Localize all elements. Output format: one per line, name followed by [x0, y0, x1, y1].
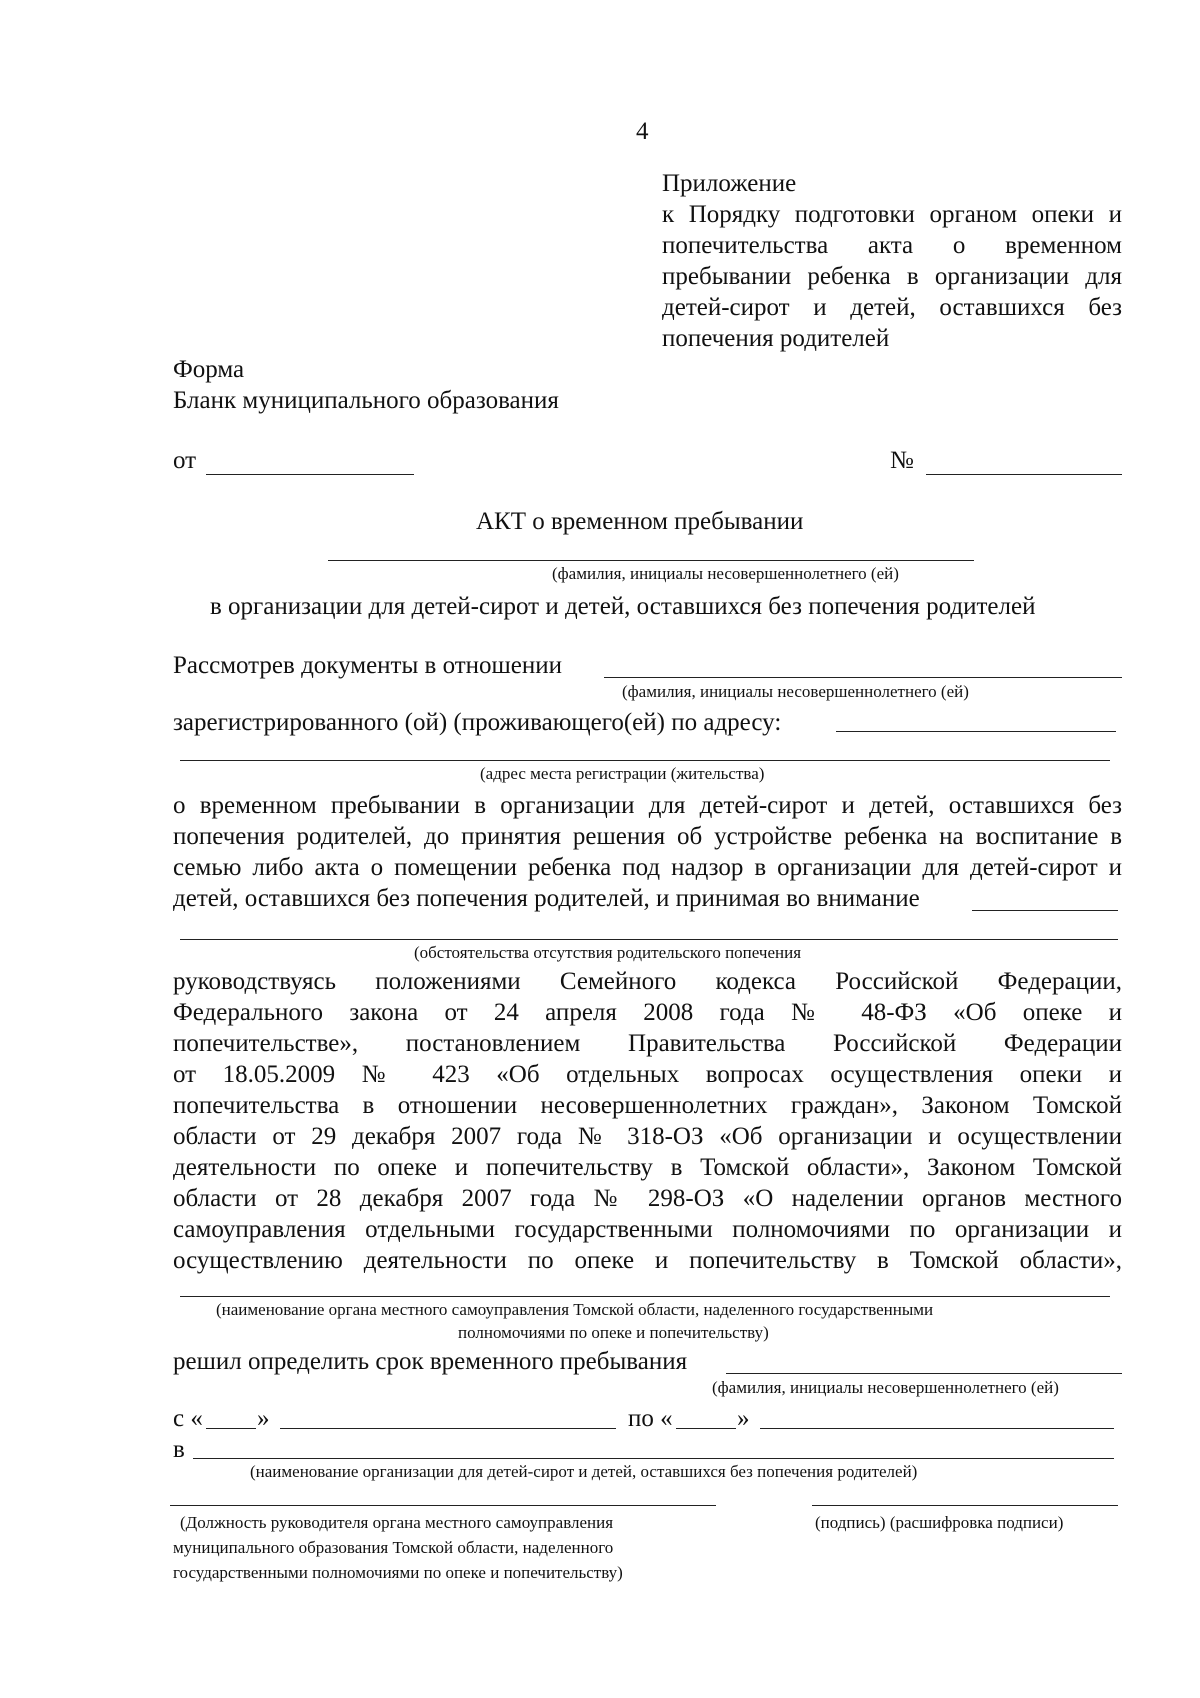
signature-line[interactable] — [812, 1505, 1118, 1506]
appendix-line: попечения родителей — [662, 325, 890, 352]
appendix-title: Приложение — [662, 170, 797, 197]
act-title: АКТ о временном пребывании — [476, 508, 804, 535]
considered-name-line[interactable] — [604, 677, 1122, 678]
appendix-line: детей-сирот и детей, оставшихся без — [662, 294, 1122, 321]
caption-minor-name-3: (фамилия, инициалы несовершеннолетнего (ей) — [712, 1378, 1059, 1397]
number-field-line[interactable] — [926, 474, 1122, 475]
paragraph1-line: попечения родителей, до принятия решения об устройстве ребенка на воспитание в — [173, 823, 1122, 850]
decided-name-line[interactable] — [726, 1373, 1122, 1374]
caption-org-name: (наименование организации для детей-сирот и детей, оставшихся без попечения родителей) — [250, 1462, 918, 1481]
paragraph1-last-line: детей, оставшихся без попечения родителей, и принимая во внимание — [173, 885, 920, 912]
caption-position: (Должность руководителя органа местного самоуправления — [180, 1513, 614, 1532]
caption-position: муниципального образования Томской области, наделенного — [173, 1538, 614, 1557]
caption-organ-2: полномочиями по опеке и попечительству) — [458, 1323, 769, 1342]
date-prefix: от — [173, 447, 197, 474]
caption-signature: (подпись) (расшифровка подписи) — [815, 1513, 1064, 1532]
from-day-line[interactable] — [206, 1428, 256, 1429]
paragraph1-line: семью либо акта о помещении ребенка под надзор в организации для детей-сирот и — [173, 854, 1122, 881]
registered-label: зарегистрированного (ой) (проживающего(ей) по адресу: — [173, 709, 782, 736]
paragraph1-line: о временном пребывании в организации для детей-сирот и детей, оставшихся без — [173, 792, 1122, 819]
paragraph2-line: области от 28 декабря 2007 года № 298-ОЗ «О наделении органов местного — [173, 1185, 1122, 1212]
caption-position: государственными полномочиями по опеке и попечительству) — [173, 1563, 623, 1582]
appendix-line: к Порядку подготовки органом опеки и — [662, 201, 1122, 228]
circumstances-line-2[interactable] — [180, 939, 1118, 940]
form-label: Форма — [173, 356, 245, 383]
address-line-1[interactable] — [836, 731, 1116, 732]
paragraph2-line: попечительстве», постановлением Правительства Российской Федерации — [173, 1030, 1122, 1057]
paragraph2-line: руководствуясь положениями Семейного кодекса Российской Федерации, — [173, 968, 1122, 995]
caption-minor-name: (фамилия, инициалы несовершеннолетнего (ей) — [552, 564, 899, 583]
organ-name-line[interactable] — [180, 1296, 1110, 1297]
address-line-2[interactable] — [180, 760, 1110, 761]
appendix-line: попечительства акта о временном — [662, 232, 1122, 259]
paragraph2-line: области от 29 декабря 2007 года № 318-ОЗ «Об организации и осуществлении — [173, 1123, 1122, 1150]
caption-organ-1: (наименование органа местного самоуправления Томской области, наделенного государственными — [216, 1300, 934, 1319]
appendix-line: пребывании ребенка в организации для — [662, 263, 1122, 290]
circumstances-line-1[interactable] — [972, 910, 1118, 911]
date-field-line[interactable] — [206, 474, 414, 475]
paragraph2-line: деятельности по опеке и попечительству в Томской области», Законом Томской — [173, 1154, 1122, 1181]
caption-address: (адрес места регистрации (жительства) — [480, 764, 765, 783]
to-day-line[interactable] — [676, 1428, 736, 1429]
to-prefix: по « — [628, 1405, 673, 1432]
from-quote-close: » — [257, 1405, 270, 1432]
from-month-year-line[interactable] — [280, 1428, 616, 1429]
caption-circumstances: (обстоятельства отсутствия родительского попечения — [414, 943, 802, 962]
caption-minor-name-2: (фамилия, инициалы несовершеннолетнего (ей) — [622, 682, 969, 701]
decided-label: решил определить срок временного пребывания — [173, 1348, 688, 1375]
paragraph2-line: самоуправления отдельными государственными полномочиями по организации и — [173, 1216, 1122, 1243]
considered-label: Рассмотрев документы в отношении — [173, 652, 563, 679]
in-prefix: в — [173, 1436, 185, 1463]
number-prefix: № — [890, 447, 914, 474]
paragraph2-line: от 18.05.2009 № 423 «Об отдельных вопросах осуществления опеки и — [173, 1061, 1122, 1088]
paragraph2-line: попечительства в отношении несовершеннолетних граждан», Законом Томской — [173, 1092, 1122, 1119]
blank-label: Бланк муниципального образования — [173, 387, 559, 414]
page-number: 4 — [636, 118, 649, 145]
paragraph2-line: осуществлению деятельности по опеке и попечительству в Томской области», — [173, 1247, 1122, 1274]
to-quote-close: » — [737, 1405, 750, 1432]
paragraph2-line: Федерального закона от 24 апреля 2008 года № 48-ФЗ «Об опеке и — [173, 999, 1122, 1026]
from-prefix: с « — [173, 1405, 203, 1432]
position-line[interactable] — [170, 1505, 716, 1506]
to-month-year-line[interactable] — [760, 1428, 1114, 1429]
minor-name-line[interactable] — [328, 560, 974, 561]
act-subtitle: в организации для детей-сирот и детей, оставшихся без попечения родителей — [210, 593, 1036, 620]
organization-line[interactable] — [193, 1458, 1114, 1459]
